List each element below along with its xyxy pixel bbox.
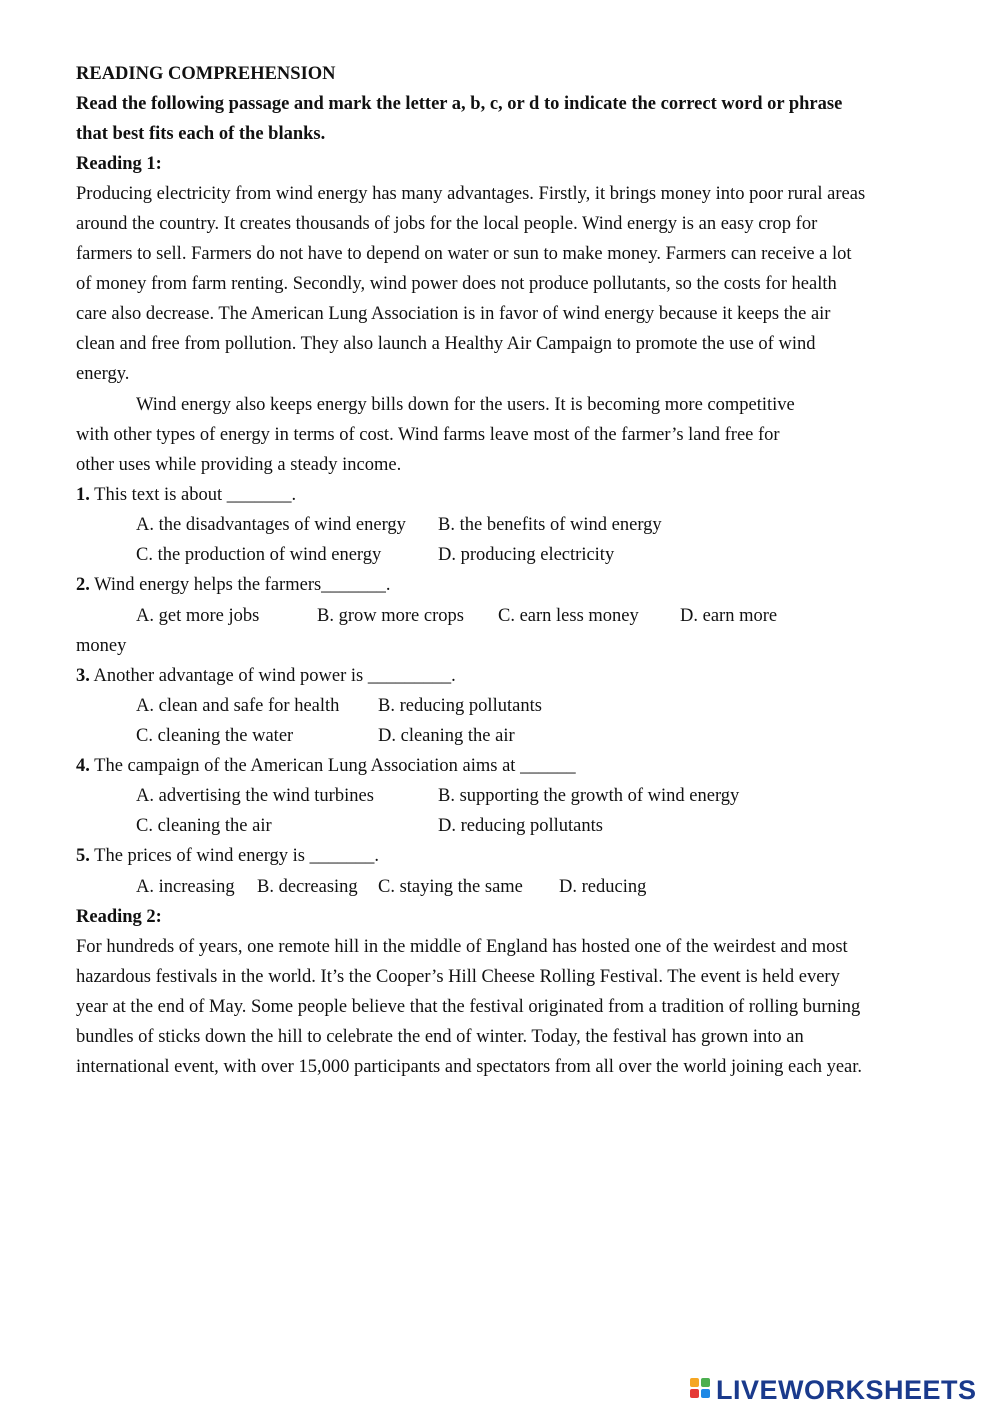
option-b[interactable]: B. supporting the growth of wind energy [438, 786, 740, 806]
logo-blocks-icon [690, 1378, 712, 1402]
option-a[interactable]: A. advertising the wind turbines [136, 786, 374, 806]
question-5 [76, 841, 379, 871]
option-b[interactable]: B. the benefits of wind energy [438, 515, 662, 535]
question-number: 4. [76, 756, 90, 776]
option-a[interactable]: A. the disadvantages of wind energy [136, 515, 406, 535]
reading-2-title: Reading 2: [76, 907, 162, 927]
question-number: 2. [76, 575, 90, 595]
question-3 [76, 661, 456, 691]
option-d[interactable]: D. reducing [559, 877, 647, 897]
question-number: 1. [76, 485, 90, 505]
reading-1-title: Reading 1: [76, 154, 162, 174]
passage-2-line: Wind energy also keeps energy bills down for the users. It is becoming more competitive [136, 395, 795, 415]
question-text: The prices of wind energy is _______. [94, 846, 379, 866]
passage-2-line: other uses while providing a steady income. [76, 455, 402, 475]
passage-3-line: international event, with over 15,000 participants and spectators from all over the world joining each year. [76, 1057, 863, 1077]
passage-1-line: Producing electricity from wind energy has many advantages. Firstly, it brings money into poor rural areas [76, 184, 866, 204]
option-d[interactable]: D. cleaning the air [378, 726, 515, 746]
option-c[interactable]: C. cleaning the air [136, 816, 272, 836]
question-number: 5. [76, 846, 90, 866]
option-c[interactable]: C. earn less money [498, 606, 639, 626]
option-d-wrap[interactable]: money [76, 636, 127, 656]
passage-1-line: of money from farm renting. Secondly, wind power does not produce pollutants, so the costs for health [76, 274, 837, 294]
passage-3-line: year at the end of May. Some people believe that the festival originated from a tradition of rolling burning [76, 997, 861, 1017]
instruction-line-1: Read the following passage and mark the letter a, b, c, or d to indicate the correct word or phrase [76, 94, 843, 114]
question-4 [76, 751, 576, 781]
question-text: This text is about _______. [94, 485, 297, 505]
option-a[interactable]: A. clean and safe for health [136, 696, 340, 716]
option-c[interactable]: C. staying the same [378, 877, 523, 897]
instruction-line-2: that best fits each of the blanks. [76, 124, 326, 144]
page-heading: READING COMPREHENSION [76, 64, 336, 84]
passage-1-line: clean and free from pollution. They also launch a Healthy Air Campaign to promote the use of wind [76, 334, 816, 354]
liveworksheets-logo [690, 1375, 990, 1405]
option-b[interactable]: B. decreasing [257, 877, 358, 897]
question-number: 3. [76, 666, 90, 686]
passage-3-line: hazardous festivals in the world. It’s the Cooper’s Hill Cheese Rolling Festival. The event is held every [76, 967, 840, 987]
option-b[interactable]: B. grow more crops [317, 606, 464, 626]
option-d[interactable]: D. producing electricity [438, 545, 615, 565]
option-a[interactable]: A. get more jobs [136, 606, 260, 626]
option-d[interactable]: D. earn more [680, 606, 778, 626]
option-a[interactable]: A. increasing [136, 877, 235, 897]
question-text: The campaign of the American Lung Association aims at ______ [94, 756, 576, 776]
passage-1-line: around the country. It creates thousands of jobs for the local people. Wind energy is an easy crop for [76, 214, 818, 234]
passage-2-line: with other types of energy in terms of cost. Wind farms leave most of the farmer’s land free for [76, 425, 780, 445]
passage-3-line: bundles of sticks down the hill to celebrate the end of winter. Today, the festival has grown into an [76, 1027, 804, 1047]
passage-1-line: care also decrease. The American Lung Association is in favor of wind energy because it keeps the air [76, 304, 831, 324]
passage-3-line: For hundreds of years, one remote hill in the middle of England has hosted one of the weirdest and most [76, 937, 848, 957]
option-b[interactable]: B. reducing pollutants [378, 696, 542, 716]
option-d[interactable]: D. reducing pollutants [438, 816, 603, 836]
question-text: Another advantage of wind power is _________. [93, 666, 456, 686]
question-1 [76, 480, 296, 510]
question-2 [76, 570, 391, 600]
option-c[interactable]: C. the production of wind energy [136, 545, 382, 565]
logo-text: LIVEWORKSHEETS [716, 1374, 977, 1405]
question-text: Wind energy helps the farmers_______. [94, 575, 391, 595]
passage-1-line: energy. [76, 364, 130, 384]
passage-1-line: farmers to sell. Farmers do not have to depend on water or sun to make money. Farmers can receive a lot [76, 244, 852, 264]
option-c[interactable]: C. cleaning the water [136, 726, 294, 746]
